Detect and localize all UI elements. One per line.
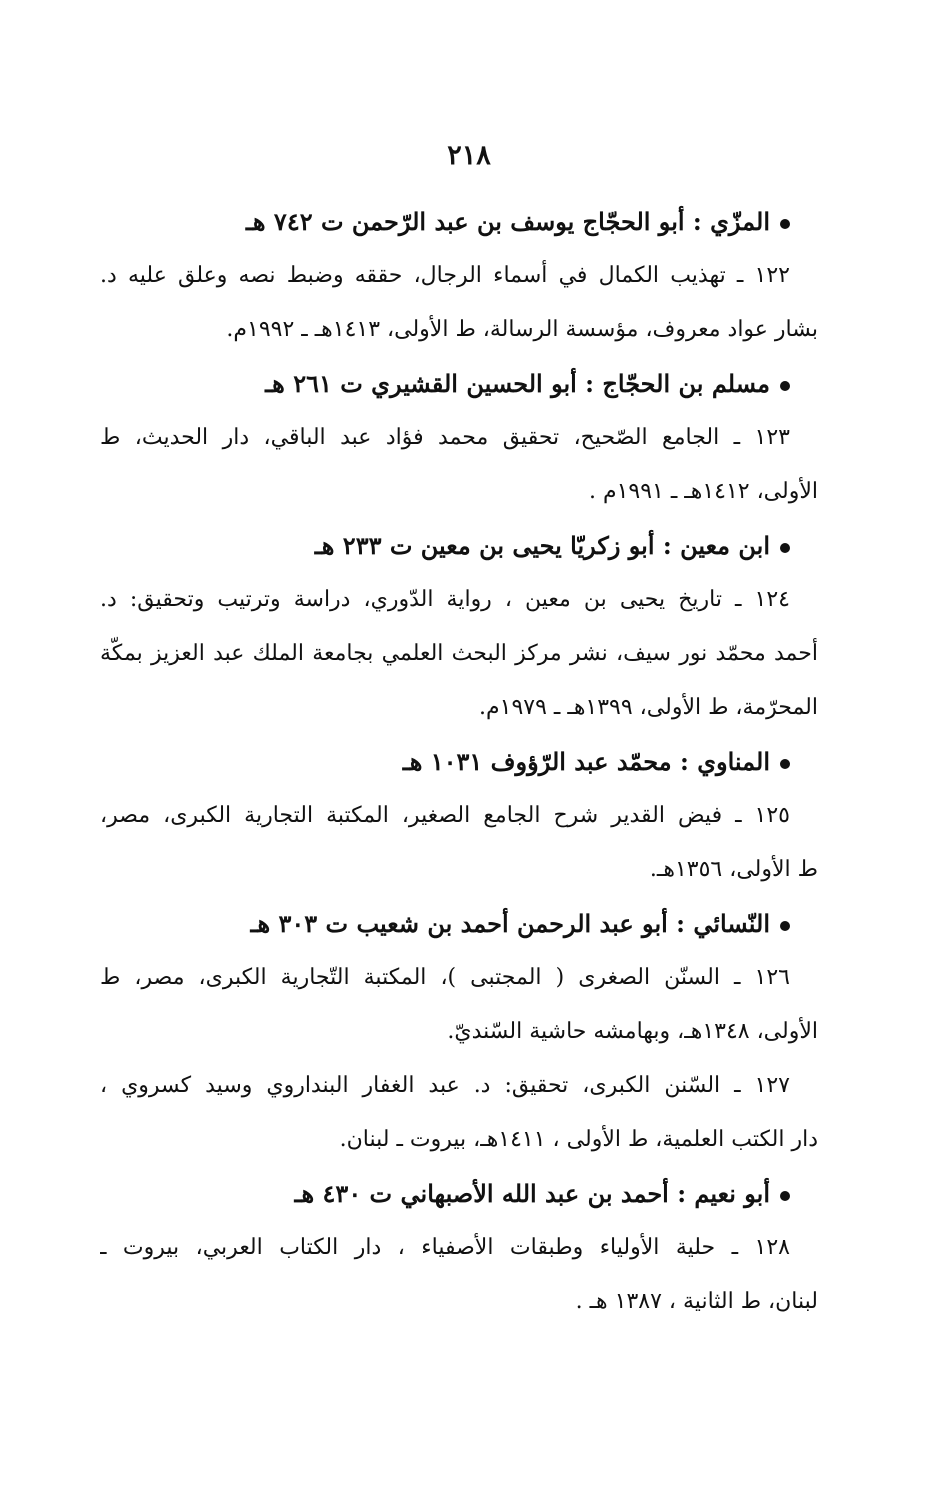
page-number: ٢١٨ xyxy=(447,140,491,171)
entry-line: الأولى، ١٣٤٨هـ، وبهامشه حاشية السّنديّ. xyxy=(447,1019,818,1044)
author-heading-text: النّسائي : أبو عبد الرحمن أحمد بن شعيب ت ٣٠٣ هـ xyxy=(250,909,770,938)
author-heading-text: أبو نعيم : أحمد بن عبد الله الأصبهاني ت ٤٣٠ هـ xyxy=(294,1179,770,1208)
bullet-icon xyxy=(780,381,790,391)
author-heading-text: مسلم بن الحجّاج : أبو الحسين القشيري ت ٢٦١ هـ xyxy=(265,369,770,398)
bullet-icon xyxy=(780,759,790,769)
entry-line: ١٢٢ ـ تهذيب الكمال في أسماء الرجال، حققه وضبط نصه وعلق عليه د. xyxy=(100,263,790,288)
entry-line: ط الأولى، ١٣٥٦هـ. xyxy=(649,857,818,882)
author-heading xyxy=(100,897,818,951)
author-heading xyxy=(100,195,818,249)
entry-line: ١٢٨ ـ حلية الأولياء وطبقات الأصفياء ، دار الكتاب العربي، بيروت ـ xyxy=(100,1235,790,1260)
author-heading xyxy=(100,519,818,573)
entry-line: ١٢٧ ـ السّنن الكبرى، تحقيق: د. عبد الغفار البنداروي وسيد كسروي ، xyxy=(100,1073,790,1098)
bullet-icon xyxy=(780,219,790,229)
entry-line: ١٢٤ ـ تاريخ يحيى بن معين ، رواية الدّوري، دراسة وترتيب وتحقيق: د. xyxy=(100,587,790,612)
author-heading xyxy=(100,1167,818,1221)
author-heading-text: ابن معين : أبو زكريّا يحيى بن معين ت ٢٣٣ هـ xyxy=(314,531,770,560)
entry-line: دار الكتب العلمية، ط الأولى ، ١٤١١هـ، بيروت ـ لبنان. xyxy=(339,1127,818,1152)
entry-line: الأولى، ١٤١٢هـ ـ ١٩٩١م . xyxy=(588,479,818,504)
author-heading-text: المناوي : محمّد عبد الرّؤوف ١٠٣١ هـ xyxy=(402,747,770,776)
entry-line: ١٢٣ ـ الجامع الصّحيح، تحقيق محمد فؤاد عبد الباقي، دار الحديث، ط xyxy=(100,425,790,450)
entry-line: ١٢٦ ـ السنّن الصغرى ( المجتبى )، المكتبة التّجارية الكبرى، مصر، ط xyxy=(100,965,790,990)
author-heading xyxy=(100,357,818,411)
entry-line: أحمد محمّد نور سيف، نشر مركز البحث العلمي بجامعة الملك عبد العزيز بمكّة xyxy=(100,641,818,666)
author-heading-text: المزّي : أبو الحجّاج يوسف بن عبد الرّحمن ت ٧٤٢ هـ xyxy=(245,207,770,236)
entry-line: لبنان، ط الثانية ، ١٣٨٧ هـ . xyxy=(575,1289,818,1314)
entry-line: ١٢٥ ـ فيض القدير شرح الجامع الصغير، المكتبة التجارية الكبرى، مصر، xyxy=(100,803,790,828)
bullet-icon xyxy=(780,921,790,931)
author-heading xyxy=(100,735,818,789)
bullet-icon xyxy=(780,543,790,553)
entry-line: بشار عواد معروف، مؤسسة الرسالة، ط الأولى، ١٤١٣هـ ـ ١٩٩٢م. xyxy=(226,317,818,342)
bibliography-list xyxy=(100,195,818,1329)
entry-line: المحرّمة، ط الأولى، ١٣٩٩هـ ـ ١٩٧٩م. xyxy=(479,695,818,720)
bullet-icon xyxy=(780,1191,790,1201)
